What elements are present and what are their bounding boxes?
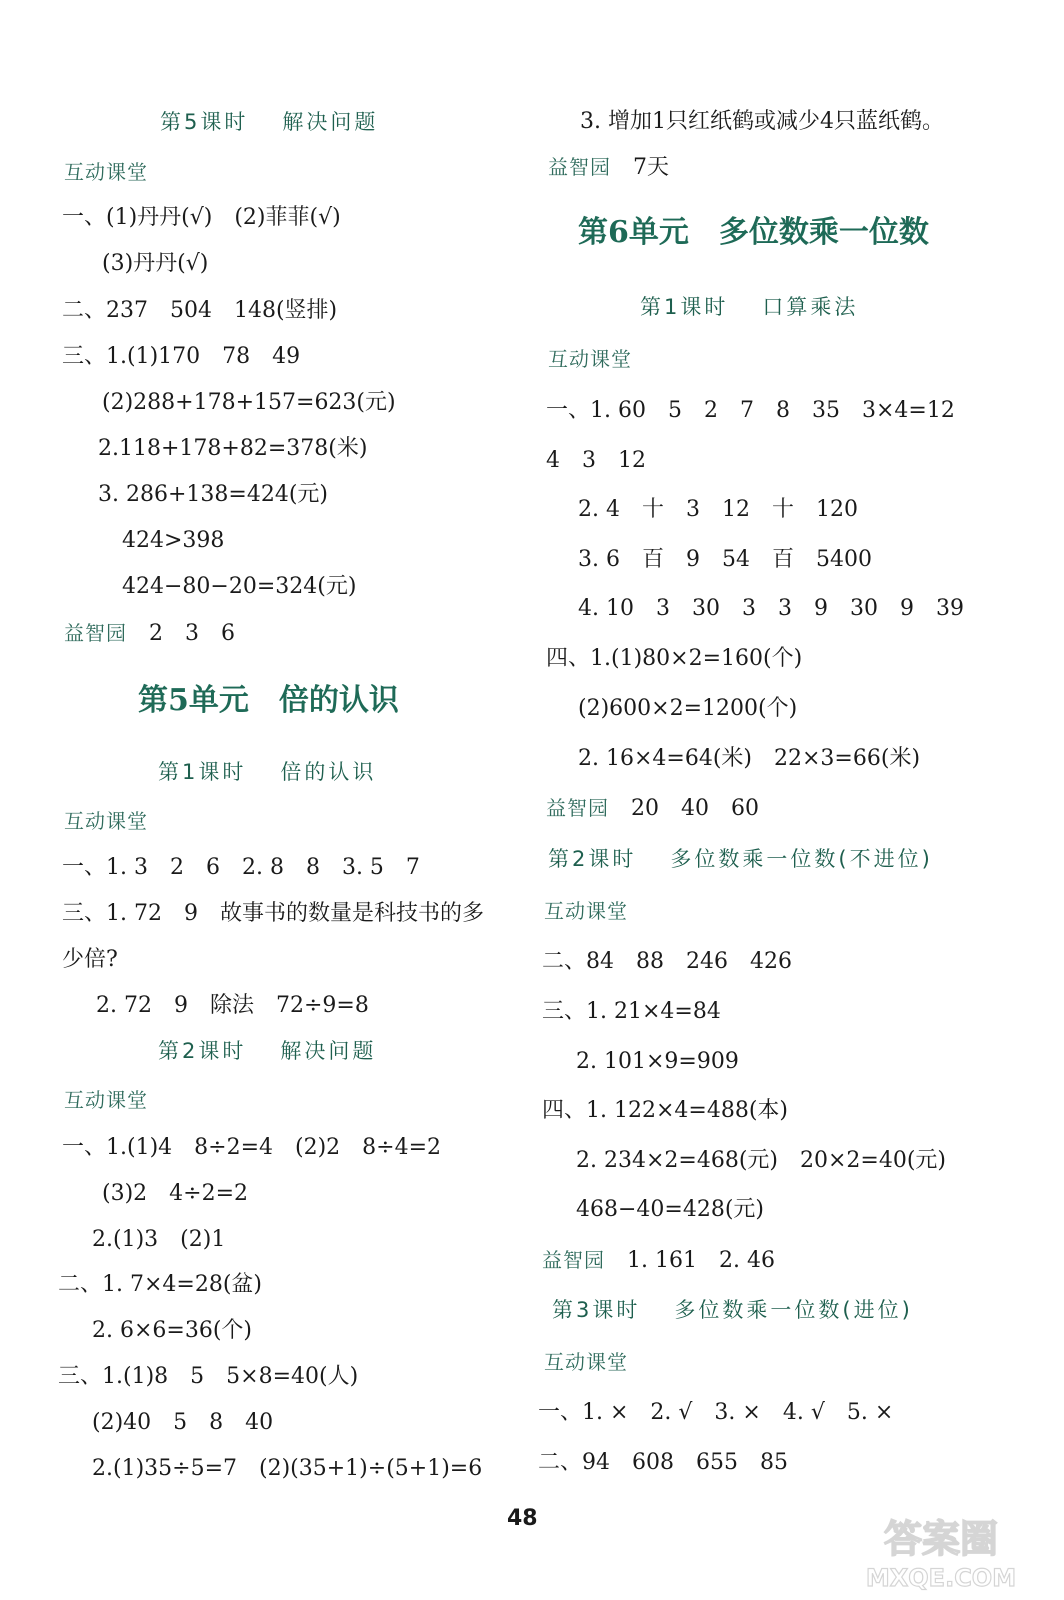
answer-line: 468−40=428(元) — [576, 1197, 765, 1222]
lesson-heading: 第1课时 口算乘法 — [640, 295, 859, 319]
answer-line: 2.(1)35÷5=7 (2)(35+1)÷(5+1)=6 — [92, 1456, 483, 1481]
answer-line: 少倍? — [62, 947, 118, 972]
section-label: 互动课堂 — [64, 809, 148, 833]
answer-line: 2. 72 9 除法 72÷9=8 — [96, 993, 369, 1018]
answer-line: 2. 16×4=64(米) 22×3=66(米) — [578, 746, 921, 771]
svg-text:MXQE.COM: MXQE.COM — [865, 1564, 1017, 1592]
answer-line: 一、1.(1)4 8÷2=4 (2)2 8÷4=2 — [62, 1135, 442, 1160]
yizhiyuan-row: 益智园 2 3 6 — [64, 621, 236, 646]
answer-line: 2. 101×9=909 — [576, 1049, 739, 1074]
unit-heading: 第6单元 多位数乘一位数 — [578, 215, 929, 250]
answer-line: 一、(1)丹丹(√) (2)菲菲(√) — [62, 205, 341, 230]
watermark-logo — [836, 1510, 1046, 1594]
section-label: 互动课堂 — [64, 160, 148, 184]
answer-line: 二、94 608 655 85 — [538, 1450, 788, 1475]
answer-line: 2.118+178+82=378(米) — [98, 436, 368, 461]
yizhiyuan-row: 益智园 7天 — [548, 155, 670, 180]
answer-line: 二、1. 7×4=28(盆) — [58, 1272, 263, 1297]
yizhiyuan-row: 益智园 1. 161 2. 46 — [542, 1248, 775, 1273]
answer-line: 二、237 504 148(竖排) — [62, 298, 338, 323]
answer-line: 三、1.(1)170 78 49 — [62, 344, 301, 369]
lesson-heading: 第3课时 多位数乘一位数(进位) — [552, 1298, 913, 1322]
answer-line: 三、1. 72 9 故事书的数量是科技书的多 — [62, 901, 484, 926]
section-label: 互动课堂 — [64, 1088, 148, 1112]
section-label: 互动课堂 — [548, 347, 632, 371]
answer-line: 3. 286+138=424(元) — [98, 482, 328, 507]
page-number: 48 — [507, 1506, 538, 1531]
left-column — [0, 0, 520, 1560]
answer-line: 424−80−20=324(元) — [122, 574, 357, 599]
answer-line: 2. 4 十 3 12 十 120 — [578, 497, 858, 522]
answer-line: 四、1. 122×4=488(本) — [542, 1098, 788, 1123]
unit-heading: 第5单元 倍的认识 — [138, 683, 399, 718]
answer-line: 一、1. 3 2 6 2. 8 8 3. 5 7 — [62, 855, 420, 880]
answer-line: 3. 增加1只红纸鹤或减少4只蓝纸鹤。 — [580, 109, 944, 134]
answer-line: (3)2 4÷2=2 — [102, 1181, 249, 1206]
answer-line: (2)600×2=1200(个) — [578, 696, 798, 721]
lesson-heading: 第1课时 倍的认识 — [158, 760, 377, 784]
answer-line: (3)丹丹(√) — [102, 251, 209, 276]
answer-line: (2)288+178+157=623(元) — [102, 390, 396, 415]
answer-line: 一、1. × 2. √ 3. × 4. √ 5. × — [538, 1400, 894, 1425]
answer-line: 2. 234×2=468(元) 20×2=40(元) — [576, 1148, 947, 1173]
right-column — [520, 0, 1064, 1560]
lesson-heading: 第2课时 解决问题 — [158, 1039, 377, 1063]
answer-line: 4. 10 3 30 3 3 9 30 9 39 — [578, 596, 964, 621]
answer-line: 2.(1)3 (2)1 — [92, 1227, 226, 1252]
answer-line: 一、1. 60 5 2 7 8 35 3×4=12 — [546, 398, 955, 423]
answer-line: 二、84 88 246 426 — [542, 949, 792, 974]
lesson-heading: 第2课时 多位数乘一位数(不进位) — [548, 847, 933, 871]
answer-line: 424>398 — [122, 528, 225, 553]
answer-line: 三、1.(1)8 5 5×8=40(人) — [58, 1364, 359, 1389]
svg-text:答案圈: 答案圈 — [883, 1517, 999, 1561]
lesson-heading: 第5课时 解决问题 — [160, 110, 379, 134]
answer-line: 四、1.(1)80×2=160(个) — [546, 646, 803, 671]
answer-line: 3. 6 百 9 54 百 5400 — [578, 547, 872, 572]
section-label: 互动课堂 — [544, 899, 628, 923]
answer-line: (2)40 5 8 40 — [92, 1410, 274, 1435]
section-label: 互动课堂 — [544, 1350, 628, 1374]
yizhiyuan-row: 益智园 20 40 60 — [546, 796, 759, 821]
answer-line: 三、1. 21×4=84 — [542, 999, 721, 1024]
answer-line: 2. 6×6=36(个) — [92, 1318, 253, 1343]
answer-line: 4 3 12 — [546, 448, 646, 473]
